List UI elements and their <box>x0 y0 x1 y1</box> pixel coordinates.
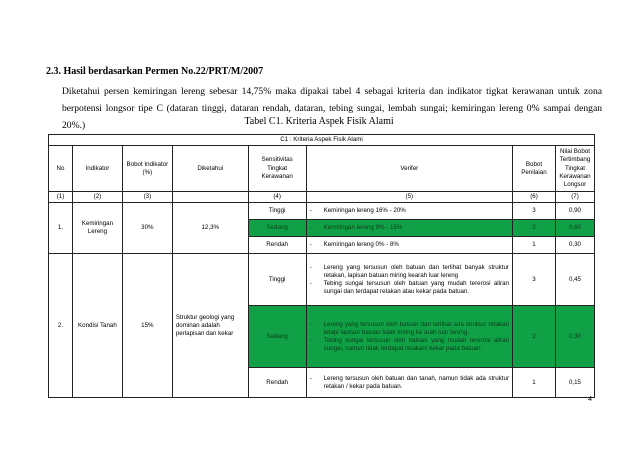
sensitivity-level: Sedang <box>248 220 306 237</box>
table-caption: Tabel C1. Kriteria Aspek Fisik Alami <box>244 116 394 127</box>
col-number: (5) <box>306 192 512 203</box>
header-bobot-penilaian: Bobot Penilaian <box>513 146 556 192</box>
bullet-dash: - <box>309 224 312 232</box>
col-number: (4) <box>248 192 306 203</box>
bobot-penilaian: 1 <box>513 368 556 398</box>
nilai-bobot: 0,45 <box>555 254 594 306</box>
col-number: (2) <box>72 192 122 203</box>
sensitivity-level: Tinggi <box>248 254 306 306</box>
table-row <box>49 203 595 220</box>
header-sensitivitas: Sensitivitas Tingkat Kerawanan <box>248 146 306 192</box>
row-no: 2. <box>49 254 73 398</box>
table-title: C1 : Kriteria Aspek Fisik Alami <box>49 135 595 146</box>
bobot-penilaian: 3 <box>513 254 556 306</box>
header-nilai-bobot: Nilai Bobot Tertimbang Tingkat Kerawanan Longsor <box>555 146 594 192</box>
bullet-dash: - <box>309 374 312 382</box>
criteria-table <box>48 134 595 398</box>
verifer-text: Kemiringan lereng 16% - 20% <box>323 207 406 215</box>
row-indikator: Kondisi Tanah <box>72 254 122 398</box>
row-diketahui: Struktur geologi yang dominan adalah perlapisan dan kekar <box>172 254 248 398</box>
header-diketahui: Diketahui <box>172 146 248 192</box>
sensitivity-level: Tinggi <box>248 203 306 220</box>
col-number: (6) <box>513 192 556 203</box>
intro-paragraph: Diketahui persen kemiringan lereng sebesar 14,75% maka dipakai tabel 4 sebagai kriteria dan indikator tigkat kerawanan untuk zona berpotensi longsor tipe C (dataran tinggi, dataran rendah, dataran, tebing sungai, lembah sungai; kemiringan lereng 0% sampai dengan 20%.) <box>62 86 602 131</box>
bobot-penilaian: 2 <box>513 306 556 368</box>
bobot-penilaian: 2 <box>513 220 556 237</box>
nilai-bobot: 0,30 <box>555 306 594 368</box>
header-verifer: Verifer <box>306 146 512 192</box>
verifer-cell <box>306 203 512 220</box>
row-no: 1. <box>49 203 73 254</box>
nilai-bobot: 0,90 <box>555 203 594 220</box>
bullet-dash: - <box>309 207 312 215</box>
column-number-row <box>49 192 595 203</box>
row-indikator: Kemiringan Lereng <box>72 203 122 254</box>
row-bobot-indikator: 15% <box>122 254 172 398</box>
col-number: (7) <box>555 192 594 203</box>
table-row <box>49 254 595 306</box>
bobot-penilaian: 1 <box>513 237 556 254</box>
verifer-text: Tebing sungai tersusun oleh batuan yang mudah tererosi aliran sungai, namun tidak terdapat retakan/ kekar pada batuan. <box>323 336 509 353</box>
header-indikator: Indikator <box>72 146 122 192</box>
sensitivity-level: Rendah <box>248 368 306 398</box>
header-bobot-indikator: Bobot Indikator (%) <box>122 146 172 192</box>
verifer-cell <box>306 220 512 237</box>
nilai-bobot: 0,30 <box>555 237 594 254</box>
col-number <box>172 192 248 203</box>
section-heading: 2.3. Hasil berdasarkan Permen No.22/PRT/M/2007 <box>46 66 264 77</box>
verifer-text: Lereng yang tersusun oleh batuan dan terlihat ada struktur retakan tetapi lapisan batuan tidak miring ke arah luar lereng. <box>323 320 509 336</box>
table-title-row <box>49 135 595 146</box>
bullet-dash: - <box>309 320 312 328</box>
page-number: 4 <box>588 396 592 403</box>
verifer-cell <box>306 237 512 254</box>
row-diketahui: 12,3% <box>172 203 248 254</box>
verifer-cell <box>306 254 512 306</box>
bullet-dash: - <box>309 336 312 344</box>
verifer-text: Lereng tersusun oleh batuan dan tanah, namun tidak ada struktur retakan / kekar pada batuan. <box>323 374 509 390</box>
row-bobot-indikator: 30% <box>122 203 172 254</box>
verifer-cell <box>306 368 512 398</box>
sensitivity-level: Rendah <box>248 237 306 254</box>
verifer-text: Lereng yang tersusun oleh batuan dan terlihat banyak struktur retakan, lapisan batuan miring kearah luar lereng <box>323 263 509 279</box>
bobot-penilaian: 3 <box>513 203 556 220</box>
verifer-text: Kemiringan lereng 0% - 8% <box>323 241 399 249</box>
verifer-cell <box>306 306 512 368</box>
col-number: (1) <box>49 192 73 203</box>
sensitivity-level: Sedang <box>248 306 306 368</box>
bullet-dash: - <box>309 241 312 249</box>
bullet-dash: - <box>309 279 312 287</box>
nilai-bobot: 0,15 <box>555 368 594 398</box>
nilai-bobot: 0,60 <box>555 220 594 237</box>
bullet-dash: - <box>309 263 312 271</box>
header-no: No <box>49 146 73 192</box>
col-number: (3) <box>122 192 172 203</box>
verifer-text: Tebing sungai tersusun oleh batuan yang mudah tererosi aliran sungai dan terdapat retakan atau kekar pada batuan. <box>323 279 509 296</box>
verifer-text: Kemiringan lereng 9% - 15% <box>323 224 403 232</box>
table-header-row <box>49 146 595 192</box>
